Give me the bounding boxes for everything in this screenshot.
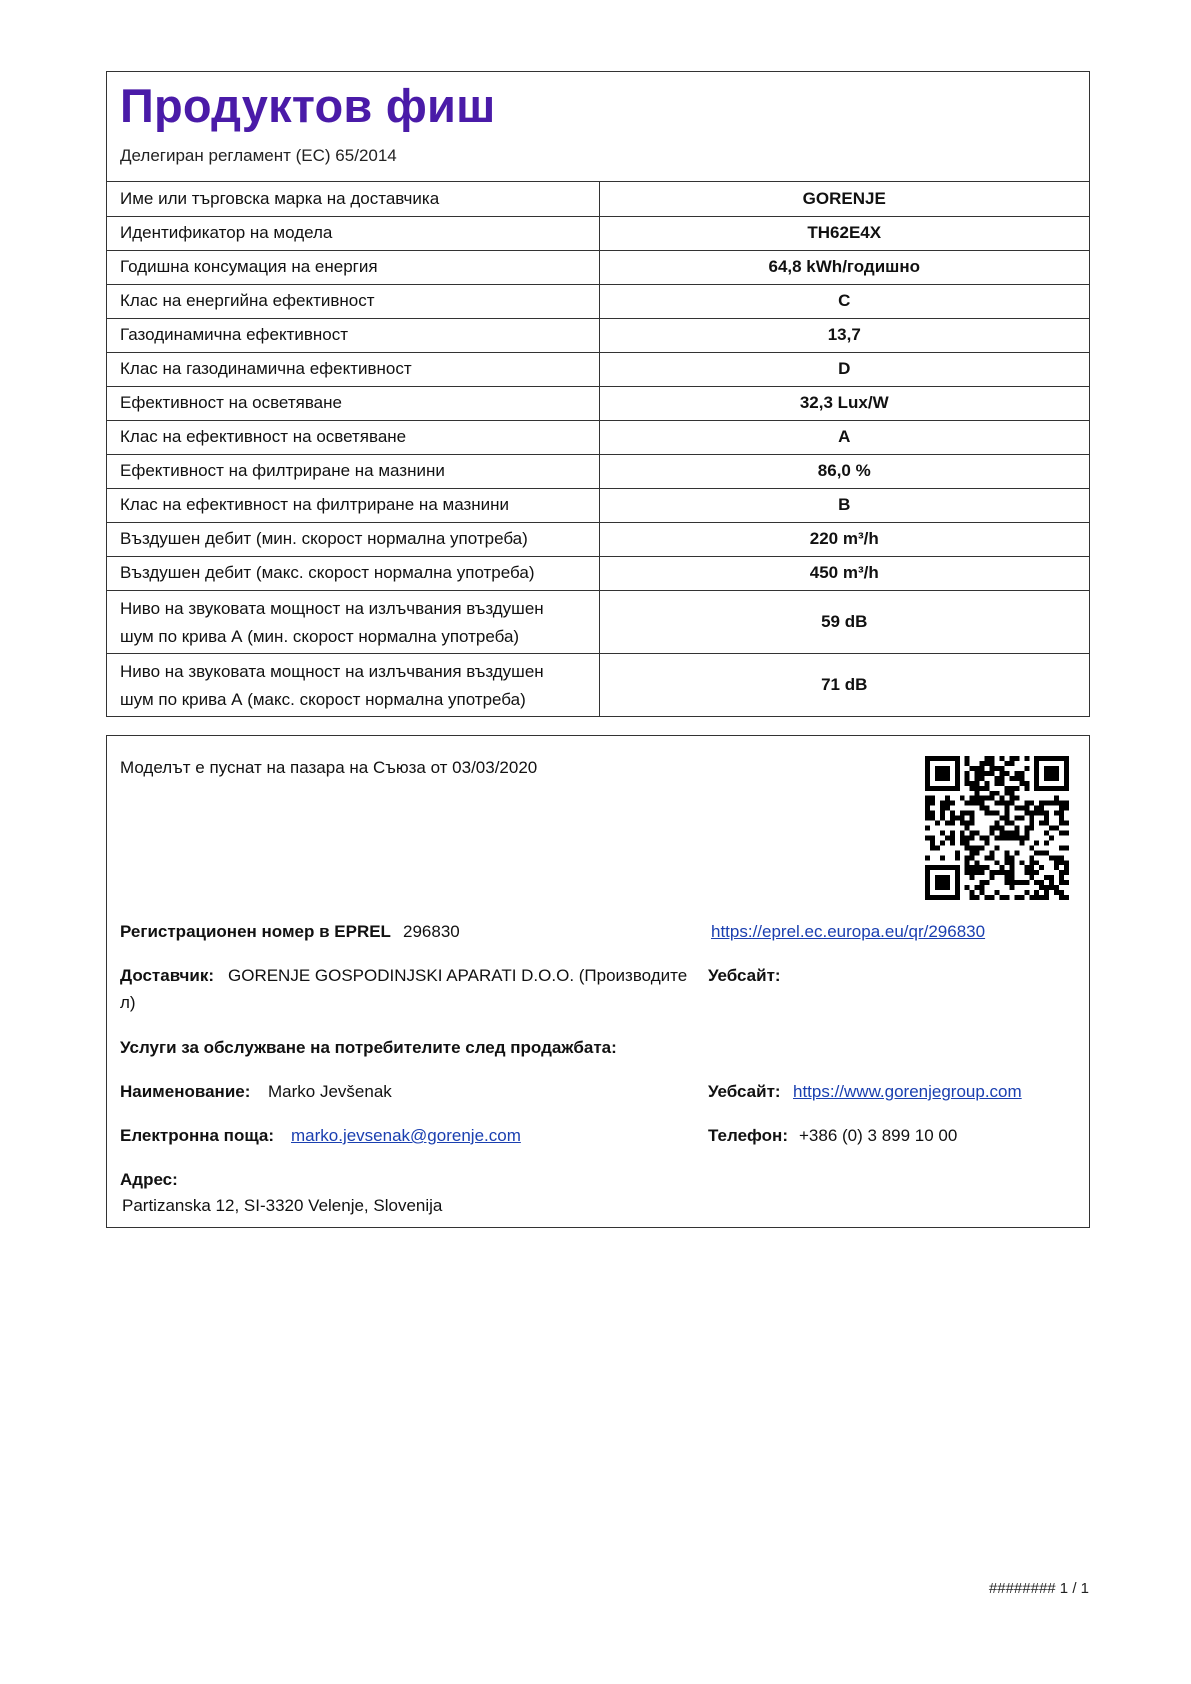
qr-code-icon[interactable] [925, 756, 1069, 900]
table-row [107, 284, 1089, 318]
table-row [107, 454, 1089, 488]
regulation-text: Делегиран регламент (ЕС) 65/2014 [120, 146, 397, 165]
row-value: TH62E4X [599, 216, 1089, 250]
eprel-link[interactable]: https://eprel.ec.europa.eu/qr/296830 [711, 922, 986, 941]
row-label: Въздушен дебит (мин. скорост нормална употреба) [107, 522, 599, 556]
phone-label: Телефон: [708, 1126, 788, 1145]
row-label-line: шум по крива А (макс. скорост нормална употреба) [120, 689, 526, 709]
table-row [107, 488, 1089, 522]
row-label: Годишна консумация на енергия [107, 250, 599, 284]
email-label: Електронна поща: [120, 1126, 275, 1145]
row-value: 59 dB [599, 590, 1089, 653]
table-row [107, 182, 1089, 216]
table-row [107, 556, 1089, 590]
row-label: Газодинамична ефективност [107, 318, 599, 352]
row-value: 71 dB [599, 653, 1089, 716]
phone-value: +386 (0) 3 899 10 00 [799, 1126, 958, 1145]
row-label [107, 653, 599, 716]
page-title: Продуктов фиш [120, 79, 496, 132]
table-row [107, 216, 1089, 250]
row-value: D [599, 352, 1089, 386]
eprel-number: 296830 [403, 922, 460, 941]
row-value: 32,3 Lux/W [599, 386, 1089, 420]
page-footer: ######## 1 / 1 [988, 1580, 1089, 1597]
row-label-line: Ниво на звуковата мощност на излъчвания въздушен [120, 661, 544, 681]
supplier-info-box [106, 735, 1090, 1228]
table-row [107, 352, 1089, 386]
table-row [107, 318, 1089, 352]
row-label: Ефективност на осветяване [107, 386, 599, 420]
website2-link[interactable]: https://www.gorenjegroup.com [793, 1082, 1022, 1101]
row-label [107, 590, 599, 653]
market-date-text: Моделът е пуснат на пазара на Съюза от 03/03/2020 [120, 758, 538, 777]
table-row [107, 653, 1089, 716]
row-value: 450 m³/h [599, 556, 1089, 590]
row-label-line: Ниво на звуковата мощност на излъчвания въздушен [120, 598, 544, 618]
row-value: GORENJE [802, 188, 886, 208]
supplier-name: GORENJE GOSPODINJSKI APARATI D.O.O. (Производите [228, 966, 688, 985]
row-label-line: шум по крива А (мин. скорост нормална употреба) [120, 626, 520, 646]
table-row [107, 590, 1089, 653]
spec-table [107, 182, 1089, 716]
table-row [107, 386, 1089, 420]
row-label: Идентификатор на модела [107, 216, 599, 250]
row-label: Въздушен дебит (макс. скорост нормална употреба) [107, 556, 599, 590]
website-label: Уебсайт: [708, 966, 781, 985]
row-label: Клас на ефективност на осветяване [107, 420, 599, 454]
row-label: Ефективност на филтриране на мазнини [107, 454, 599, 488]
table-row [107, 250, 1089, 284]
row-value: C [599, 284, 1089, 318]
row-value: 13,7 [599, 318, 1089, 352]
eprel-label: Регистрационен номер в EPREL [120, 922, 391, 941]
row-label: Клас на енергийна ефективност [107, 284, 599, 318]
product-sheet-table-box [106, 71, 1090, 717]
row-value: A [599, 420, 1089, 454]
row-value: 86,0 % [599, 454, 1089, 488]
row-value: 220 m³/h [599, 522, 1089, 556]
sheet-header [107, 72, 1089, 182]
supplier-name-cont: л) [120, 993, 136, 1012]
name-label: Наименование: [120, 1082, 251, 1101]
name-value: Marko Jevšenak [268, 1082, 392, 1101]
row-label: Клас на ефективност на филтриране на мазнини [107, 488, 599, 522]
address-value: Partizanska 12, SI-3320 Velenje, Slovenija [122, 1196, 443, 1215]
website2-label: Уебсайт: [708, 1082, 781, 1101]
row-label: Име или търговска марка на доставчика [107, 182, 599, 216]
supplier-label: Доставчик: [120, 966, 215, 985]
table-row [107, 522, 1089, 556]
email-link[interactable]: marko.jevsenak@gorenje.com [291, 1126, 521, 1145]
row-value: 64,8 kWh/годишно [599, 250, 1089, 284]
row-value: B [599, 488, 1089, 522]
service-heading: Услуги за обслужване на потребителите след продажбата: [120, 1038, 617, 1057]
address-label: Адрес: [120, 1170, 178, 1189]
row-label: Клас на газодинамична ефективност [107, 352, 599, 386]
table-row [107, 420, 1089, 454]
